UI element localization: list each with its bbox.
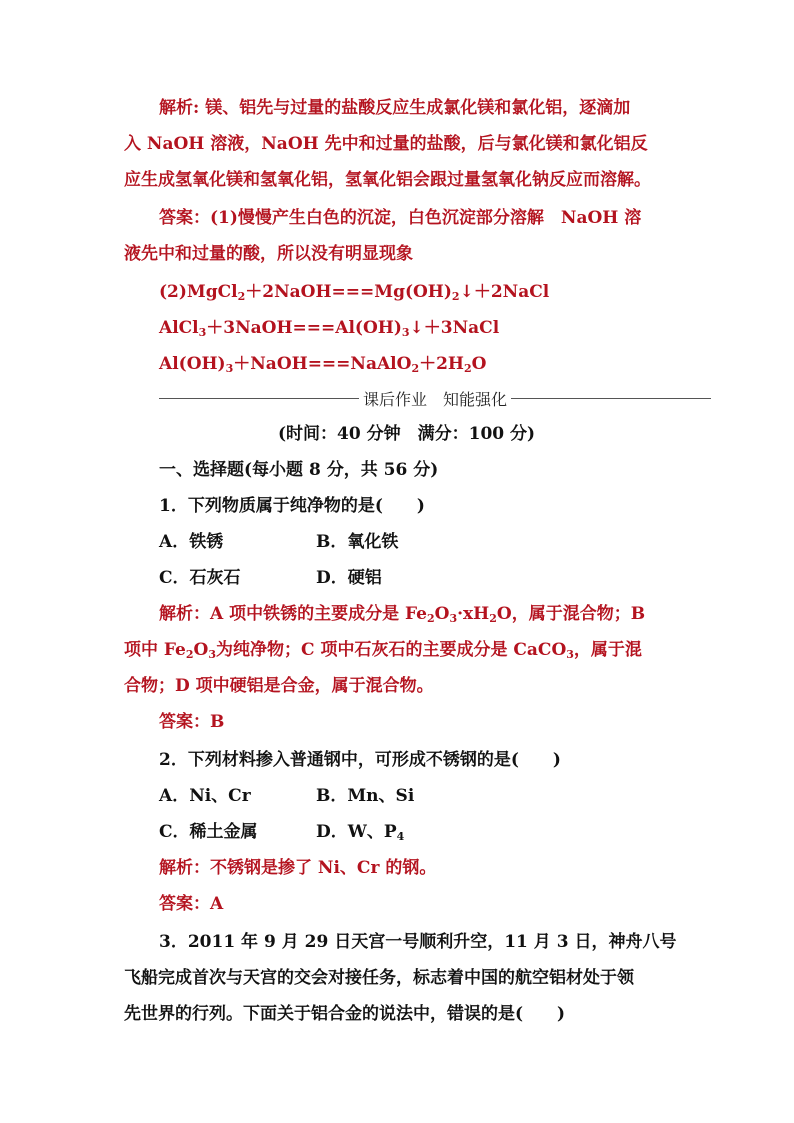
q3-line-1: 3．2011 年 9 月 29 日天宫一号顺利升空，11 月 3 日，神舟八号	[159, 932, 677, 952]
answer-label: 答案	[159, 208, 193, 228]
analysis-label: 解析	[159, 98, 193, 118]
q1-answer: 答案：B	[159, 712, 225, 732]
q1-option-a[interactable]: A．铁锈	[159, 532, 224, 552]
prev-analysis-line-2: 入 NaOH 溶液，NaOH 先中和过量的盐酸，后与氯化镁和氯化铝反	[124, 134, 648, 154]
prev-answer-line-1: 答案：(1)慢慢产生白色的沉淀，白色沉淀部分溶解 NaOH 溶	[159, 208, 642, 228]
section-title: 课后作业 知能强化	[363, 389, 508, 409]
q3-line-2: 飞船完成首次与天宫的交会对接任务，标志着中国的航空铝材处于领	[124, 968, 634, 988]
q3-line-3: 先世界的行列。下面关于铝合金的说法中，错误的是( )	[124, 1004, 566, 1024]
q2-option-b[interactable]: B．Mn、Si	[316, 786, 415, 806]
q1-option-b[interactable]: B．氧化铁	[316, 532, 399, 552]
divider-rule-left	[159, 398, 359, 399]
section-divider	[159, 386, 711, 410]
q1-stem: 1．下列物质属于纯净物的是( )	[159, 496, 425, 516]
q2-analysis: 解析：不锈钢是掺了 Ni、Cr 的钢。	[159, 858, 437, 878]
prev-analysis-line-1: 解析: 镁、铝先与过量的盐酸反应生成氯化镁和氯化铝，逐滴加	[159, 98, 631, 118]
equation-3: $Al(OH)_3+NaOH===NaAlO_2+2H_2O$	[159, 354, 487, 375]
q2-answer: 答案：A	[159, 894, 224, 914]
q1-analysis-line-2: 项中 $Fe_2O_3$为纯净物；C 项中石灰石的主要成分是 CaCO$_3$，属于混	[124, 640, 642, 661]
q1-options-row-2	[159, 566, 382, 590]
q1-analysis-line-3: 合物；D 项中硬铝是合金，属于混合物。	[124, 676, 434, 696]
q1-option-c[interactable]: C．石灰石	[159, 568, 241, 588]
q2-options-row-2	[159, 820, 404, 844]
q2-option-d[interactable]: D．W、$P_4$	[316, 822, 405, 843]
q2-option-c[interactable]: C．稀土金属	[159, 822, 258, 842]
equation-1: $(2)MgCl_2+2NaOH===Mg(OH)_2↓+2NaCl$	[159, 282, 550, 303]
divider-rule-right	[511, 398, 711, 399]
prev-analysis-line-3: 应生成氢氧化镁和氢氧化铝，氢氧化铝会跟过量氢氧化钠反应而溶解。	[124, 170, 651, 190]
time-info: (时间：40 分钟 满分：100 分)	[278, 424, 536, 444]
q1-options-row-1	[159, 530, 398, 554]
q2-option-a[interactable]: A．Ni、Cr	[159, 786, 251, 806]
q1-analysis-line-1: 解析：A 项中铁锈的主要成分是 $Fe_2O_3\cdot xH_2O$，属于混合物；B	[159, 604, 646, 625]
q2-options-row-1	[159, 784, 414, 808]
q2-stem: 2．下列材料掺入普通钢中，可形成不锈钢的是( )	[159, 750, 561, 770]
part-heading: 一、选择题(每小题 8 分，共 56 分)	[159, 460, 439, 480]
equation-2: $AlCl_3+3NaOH===Al(OH)_3↓+3NaCl$	[159, 318, 500, 339]
prev-answer-line-2: 液先中和过量的酸，所以没有明显现象	[124, 244, 413, 264]
q1-option-d[interactable]: D．硬铝	[316, 568, 382, 588]
